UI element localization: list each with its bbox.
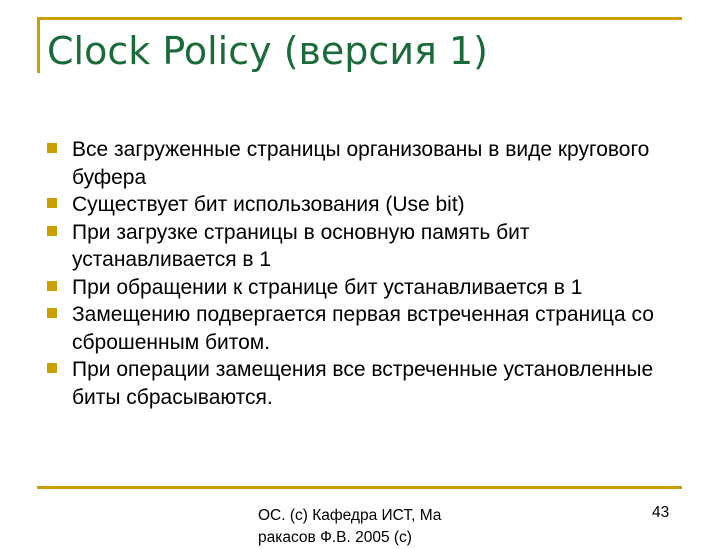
- bullet-text: При операции замещения все встреченные установленные биты сбрасываются.: [72, 358, 654, 409]
- square-bullet-icon: [47, 143, 57, 153]
- page-number: 43: [652, 504, 670, 521]
- square-bullet-icon: [47, 281, 57, 291]
- slide-footer: [258, 505, 441, 549]
- bullet-text: Все загруженные страницы организованы в виде кругового буфера: [72, 138, 650, 189]
- bullet-text: При обращении к странице бит устанавливается в 1: [72, 275, 583, 299]
- bullet-item: [47, 191, 677, 219]
- bottom-rule: [37, 486, 682, 489]
- square-bullet-icon: [47, 308, 57, 318]
- bullet-item: [47, 274, 677, 302]
- bullet-item: [47, 356, 677, 411]
- top-rule: [37, 17, 682, 20]
- bullet-item: [47, 136, 677, 191]
- square-bullet-icon: [47, 198, 57, 208]
- left-title-rule: [37, 17, 40, 73]
- bullet-item: [47, 301, 677, 356]
- footer-line: ракасов Ф.В. 2005 (с): [258, 529, 412, 546]
- footer-line: ОС. (с) Кафедра ИСТ, Ма: [258, 507, 442, 524]
- square-bullet-icon: [47, 363, 57, 373]
- bullet-item: [47, 219, 677, 274]
- slide-title: Clock Policy (версия 1): [47, 29, 488, 73]
- bullet-text: Существует бит использования (Use bit): [72, 193, 465, 216]
- square-bullet-icon: [47, 226, 57, 236]
- bullet-text: Замещению подвергается первая встреченная страница со сброшенным битом.: [72, 303, 654, 354]
- bullet-text: При загрузке страницы в основную память бит устанавливается в 1: [72, 220, 530, 271]
- bullet-list: [47, 136, 677, 411]
